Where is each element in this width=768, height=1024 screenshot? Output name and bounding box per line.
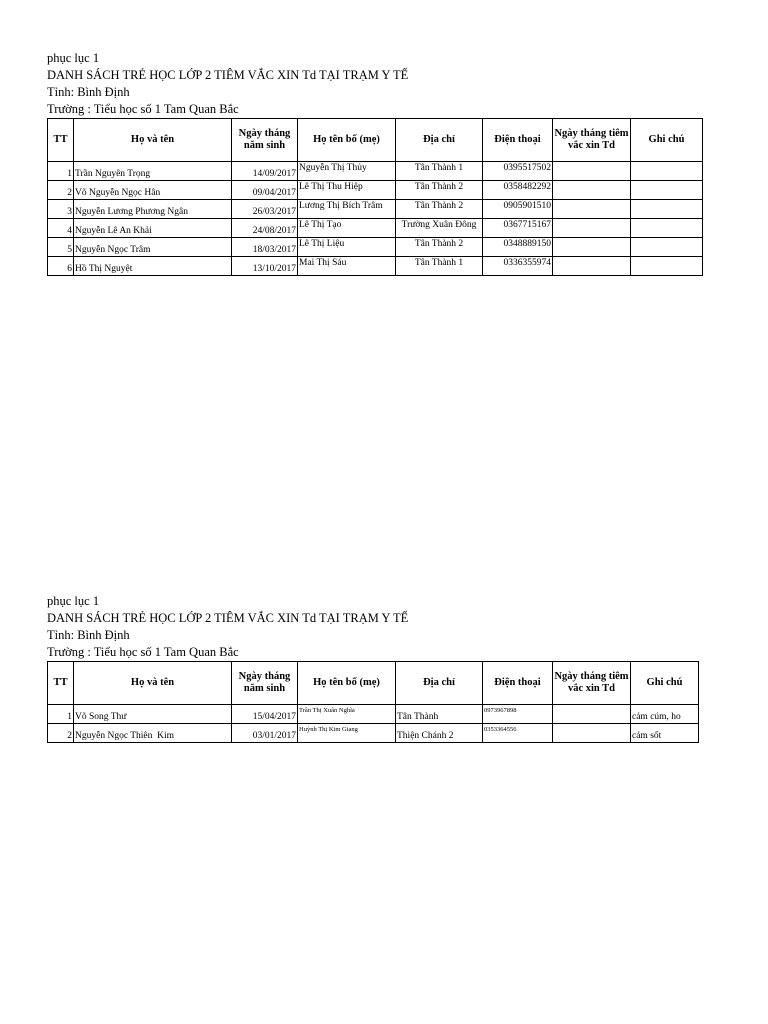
cell-name: Hồ Thị Nguyệt xyxy=(74,257,232,276)
cell-dob: 18/03/2017 xyxy=(232,238,298,257)
col-header-tt: TT xyxy=(48,119,74,162)
col-header-parent: Họ tên bố (mẹ) xyxy=(298,662,396,705)
appendix-label: phục lục 1 xyxy=(47,594,100,608)
col-header-parent: Họ tên bố (mẹ) xyxy=(298,119,396,162)
document-title: DANH SÁCH TRẺ HỌC LỚP 2 TIÊM VẮC XIN Td TẠI TRẠM Y TẾ xyxy=(47,611,409,625)
table-row xyxy=(48,238,703,257)
cell-vaccine-date xyxy=(553,257,631,276)
cell-tt: 6 xyxy=(48,257,74,276)
cell-vaccine-date xyxy=(553,219,631,238)
cell-vaccine-date xyxy=(553,181,631,200)
cell-address: Tân Thành 2 xyxy=(396,238,483,257)
cell-vaccine-date xyxy=(553,200,631,219)
document-title: DANH SÁCH TRẺ HỌC LỚP 2 TIÊM VẮC XIN Td TẠI TRẠM Y TẾ xyxy=(47,68,409,82)
col-header-dob: Ngày tháng năm sinh xyxy=(232,662,298,705)
cell-phone: 0905901510 xyxy=(483,200,553,219)
cell-note xyxy=(631,238,703,257)
cell-dob: 26/03/2017 xyxy=(232,200,298,219)
col-header-note: Ghi chú xyxy=(631,662,699,705)
student-table xyxy=(47,661,699,743)
table-row xyxy=(48,724,699,743)
cell-address: Tân Thành xyxy=(396,705,483,724)
cell-vaccine-date xyxy=(553,724,631,743)
table-row xyxy=(48,705,699,724)
school-line: Trường : Tiểu học số 1 Tam Quan Bắc xyxy=(47,102,239,116)
cell-name: Nguyễn Lương Phương Ngân xyxy=(74,200,232,219)
cell-parent: Lê Thị Tạo xyxy=(298,219,396,238)
cell-tt: 1 xyxy=(48,162,74,181)
cell-parent: Mai Thị Sáu xyxy=(298,257,396,276)
student-table xyxy=(47,118,703,276)
cell-dob: 15/04/2017 xyxy=(232,705,298,724)
cell-dob: 09/04/2017 xyxy=(232,181,298,200)
cell-address: Tân Thành 2 xyxy=(396,181,483,200)
cell-parent: Lê Thị Liệu xyxy=(298,238,396,257)
table-header-row xyxy=(48,119,703,162)
cell-note xyxy=(631,181,703,200)
appendix-section-2 xyxy=(47,593,699,743)
table-row xyxy=(48,219,703,238)
cell-address: Tân Thành 2 xyxy=(396,200,483,219)
cell-note: cảm sốt xyxy=(631,724,699,743)
cell-note xyxy=(631,219,703,238)
cell-name: Nguyễn Ngọc Thiên Kim xyxy=(74,724,232,743)
col-header-phone: Điện thoại xyxy=(483,119,553,162)
col-header-address: Địa chỉ xyxy=(396,662,483,705)
cell-dob: 14/09/2017 xyxy=(232,162,298,181)
table-row xyxy=(48,257,703,276)
cell-parent: Huỳnh Thị Kim Giang xyxy=(298,724,396,743)
cell-parent: Lương Thị Bích Trâm xyxy=(298,200,396,219)
col-header-note: Ghi chú xyxy=(631,119,703,162)
cell-address: Trường Xuân Đông xyxy=(396,219,483,238)
cell-note xyxy=(631,257,703,276)
cell-phone: 0358482292 xyxy=(483,181,553,200)
cell-name: Nguyễn Ngọc Trâm xyxy=(74,238,232,257)
cell-parent: Lê Thị Thu Hiệp xyxy=(298,181,396,200)
cell-phone: 0353364556 xyxy=(483,724,553,743)
table-header-row xyxy=(48,662,699,705)
cell-phone: 0395517502 xyxy=(483,162,553,181)
cell-dob: 13/10/2017 xyxy=(232,257,298,276)
cell-name: Nguyễn Lê An Khải xyxy=(74,219,232,238)
col-header-vaccine-date: Ngày tháng tiêm vắc xin Td xyxy=(553,662,631,705)
table-row xyxy=(48,181,703,200)
appendix-section-1 xyxy=(47,50,703,276)
col-header-dob: Ngày tháng năm sinh xyxy=(232,119,298,162)
col-header-name: Họ và tên xyxy=(74,119,232,162)
cell-address: Thiện Chánh 2 xyxy=(396,724,483,743)
cell-name: Võ Song Thư xyxy=(74,705,232,724)
table-row xyxy=(48,162,703,181)
cell-phone: 0348889150 xyxy=(483,238,553,257)
cell-vaccine-date xyxy=(553,705,631,724)
cell-vaccine-date xyxy=(553,238,631,257)
cell-parent: Trần Thị Xuân Nghĩa xyxy=(298,705,396,724)
table-row xyxy=(48,200,703,219)
province-line: Tỉnh: Bình Định xyxy=(47,628,130,642)
cell-note: cảm cúm, ho xyxy=(631,705,699,724)
cell-tt: 5 xyxy=(48,238,74,257)
province-line: Tỉnh: Bình Định xyxy=(47,85,130,99)
cell-tt: 3 xyxy=(48,200,74,219)
cell-address: Tân Thành 1 xyxy=(396,257,483,276)
col-header-address: Địa chỉ xyxy=(396,119,483,162)
col-header-phone: Điện thoại xyxy=(483,662,553,705)
col-header-vaccine-date: Ngày tháng tiêm vắc xin Td xyxy=(553,119,631,162)
cell-tt: 2 xyxy=(48,181,74,200)
cell-address: Tân Thành 1 xyxy=(396,162,483,181)
cell-parent: Nguyễn Thị Thủy xyxy=(298,162,396,181)
cell-dob: 03/01/2017 xyxy=(232,724,298,743)
cell-vaccine-date xyxy=(553,162,631,181)
school-line: Trường : Tiểu học số 1 Tam Quan Bắc xyxy=(47,645,239,659)
cell-phone: 0336355974 xyxy=(483,257,553,276)
cell-tt: 2 xyxy=(48,724,74,743)
cell-note xyxy=(631,162,703,181)
cell-phone: 0367715167 xyxy=(483,219,553,238)
cell-name: Võ Nguyễn Ngọc Hân xyxy=(74,181,232,200)
cell-dob: 24/08/2017 xyxy=(232,219,298,238)
appendix-label: phục lục 1 xyxy=(47,51,100,65)
cell-name: Trần Nguyên Trọng xyxy=(74,162,232,181)
cell-phone: 0973967898 xyxy=(483,705,553,724)
col-header-name: Họ và tên xyxy=(74,662,232,705)
cell-note xyxy=(631,200,703,219)
cell-tt: 1 xyxy=(48,705,74,724)
cell-tt: 4 xyxy=(48,219,74,238)
col-header-tt: TT xyxy=(48,662,74,705)
